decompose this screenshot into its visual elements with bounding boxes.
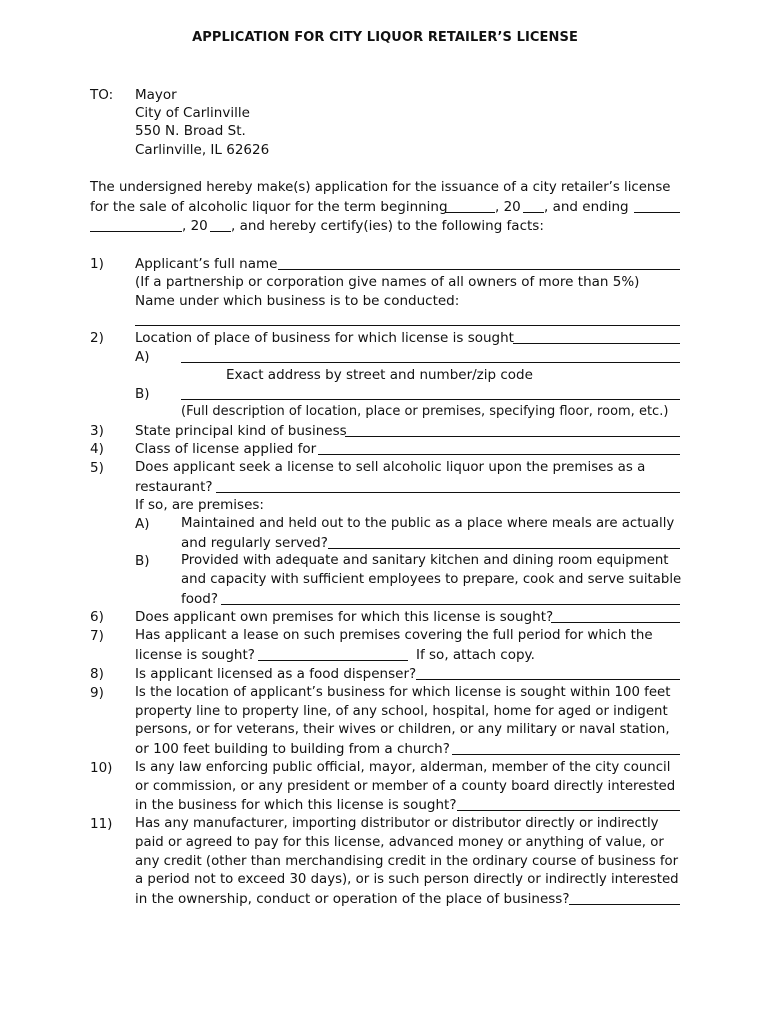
addressee-line-1: Mayor	[135, 87, 177, 103]
term-end-date-blank-a[interactable]	[634, 212, 680, 213]
q2-b-label: B)	[135, 386, 150, 402]
q11-line-5: in the ownership, conduct or operation of the place of business?	[135, 891, 570, 907]
q11-line-1: Has any manufacturer, importing distributor or distributor directly or indirectly	[135, 816, 659, 831]
addressee-line-3: 550 N. Broad St.	[135, 123, 246, 139]
term-end-year-blank[interactable]	[210, 231, 231, 232]
q6-own-premises: Does applicant own premises for which this license is sought?	[135, 609, 554, 625]
intro-ending: , and ending	[544, 199, 629, 215]
q4-license-class: Class of license applied for	[135, 441, 317, 457]
intro-certify: , and hereby certify(ies) to the following facts:	[231, 218, 544, 234]
q5-b-line-2: and capacity with sufficient employees to prepare, cook and serve suitable	[181, 572, 682, 587]
own-premises-blank[interactable]	[551, 622, 680, 623]
term-begin-date-blank[interactable]	[445, 212, 495, 213]
business-name-blank[interactable]	[135, 325, 680, 326]
intro-year-prefix-2: , 20	[182, 218, 208, 234]
q10-line-2: or commission, or any president or member of a county board directly interested	[135, 779, 676, 794]
q11-line-4: a period not to exceed 30 days), or is such person directly or indirectly interested	[135, 872, 679, 887]
to-label: TO:	[90, 87, 114, 103]
q9-line-3: persons, or for veterans, their wives or children, or any military or naval station,	[135, 722, 670, 737]
q2-a-label: A)	[135, 349, 150, 365]
q5-a-line-1: Maintained and held out to the public as a place where meals are actually	[181, 516, 675, 531]
item-number-1: 1)	[90, 256, 104, 272]
q5-restaurant-line-1: Does applicant seek a license to sell alcoholic liquor upon the premises as a	[135, 460, 646, 475]
kind-of-business-blank[interactable]	[345, 436, 680, 437]
term-begin-year-blank[interactable]	[523, 212, 544, 213]
item-number-7: 7)	[90, 628, 104, 644]
food-dispenser-blank[interactable]	[416, 679, 680, 680]
q1-full-name: Applicant’s full name	[135, 256, 278, 272]
manufacturer-interest-blank[interactable]	[569, 904, 680, 905]
q2-b-caption: (Full description of location, place or premises, specifying floor, room, etc.)	[181, 404, 669, 419]
item-number-6: 6)	[90, 609, 104, 625]
q9-line-2: property line to property line, of any school, hospital, home for aged or indigent	[135, 704, 668, 719]
official-interest-blank[interactable]	[457, 810, 680, 811]
location-description-blank[interactable]	[181, 399, 680, 400]
intro-line-1: The undersigned hereby make(s) application for the issuance of a city retailer’s license	[90, 180, 671, 195]
meals-served-blank[interactable]	[328, 548, 680, 549]
term-end-date-blank-b[interactable]	[90, 231, 182, 232]
q5-if-so: If so, are premises:	[135, 497, 264, 513]
q5-b-line-3: food?	[181, 591, 219, 607]
exact-address-blank[interactable]	[181, 362, 680, 363]
q11-line-3: any credit (other than merchandising credit in the ordinary course of business for	[135, 854, 679, 869]
q2-location: Location of place of business for which license is sought	[135, 330, 514, 346]
q8-food-dispenser: Is applicant licensed as a food dispenser?	[135, 666, 417, 682]
location-blank[interactable]	[513, 343, 680, 344]
restaurant-blank[interactable]	[216, 492, 680, 493]
q3-kind-of-business: State principal kind of business	[135, 423, 347, 439]
q9-line-1: Is the location of applicant’s business for which license is sought within 100 feet	[135, 685, 671, 700]
q5-b-line-1: Provided with adequate and sanitary kitchen and dining room equipment	[181, 553, 669, 568]
q2-a-caption: Exact address by street and number/zip code	[226, 367, 533, 383]
q5-a-label: A)	[135, 516, 150, 532]
item-number-9: 9)	[90, 685, 104, 701]
q11-line-2: paid or agreed to pay for this license, advanced money or anything of value, or	[135, 835, 664, 850]
item-number-3: 3)	[90, 423, 104, 439]
q1-business-name: Name under which business is to be conducted:	[135, 293, 460, 309]
q9-line-4: or 100 feet building to building from a church?	[135, 741, 450, 757]
q7-attach-copy: If so, attach copy.	[416, 647, 535, 663]
q10-line-3: in the business for which this license is sought?	[135, 797, 457, 813]
item-number-11: 11)	[90, 816, 113, 832]
license-class-blank[interactable]	[318, 454, 680, 455]
item-number-5: 5)	[90, 460, 104, 476]
lease-blank[interactable]	[258, 660, 408, 661]
addressee-line-4: Carlinville, IL 62626	[135, 142, 270, 158]
document-title: APPLICATION FOR CITY LIQUOR RETAILER’S LICENSE	[192, 30, 578, 45]
intro-term-beginning: for the sale of alcoholic liquor for the term beginning	[90, 199, 448, 215]
intro-year-prefix-1: , 20	[495, 199, 521, 215]
full-name-blank[interactable]	[278, 269, 680, 270]
kitchen-equipment-blank[interactable]	[221, 604, 680, 605]
q5-b-label: B)	[135, 553, 150, 569]
item-number-4: 4)	[90, 441, 104, 457]
item-number-10: 10)	[90, 760, 113, 776]
q10-line-1: Is any law enforcing public official, mayor, alderman, member of the city council	[135, 760, 671, 775]
q5-restaurant-line-2: restaurant?	[135, 479, 213, 495]
q7-lease-line-2: license is sought?	[135, 647, 255, 663]
q7-lease-line-1: Has applicant a lease on such premises covering the full period for which the	[135, 628, 653, 643]
addressee-line-2: City of Carlinville	[135, 105, 250, 121]
item-number-2: 2)	[90, 330, 104, 346]
q5-a-line-2: and regularly served?	[181, 535, 328, 551]
item-number-8: 8)	[90, 666, 104, 682]
q1-partnership-note: (If a partnership or corporation give names of all owners of more than 5%)	[135, 274, 640, 290]
distance-church-blank[interactable]	[452, 754, 680, 755]
